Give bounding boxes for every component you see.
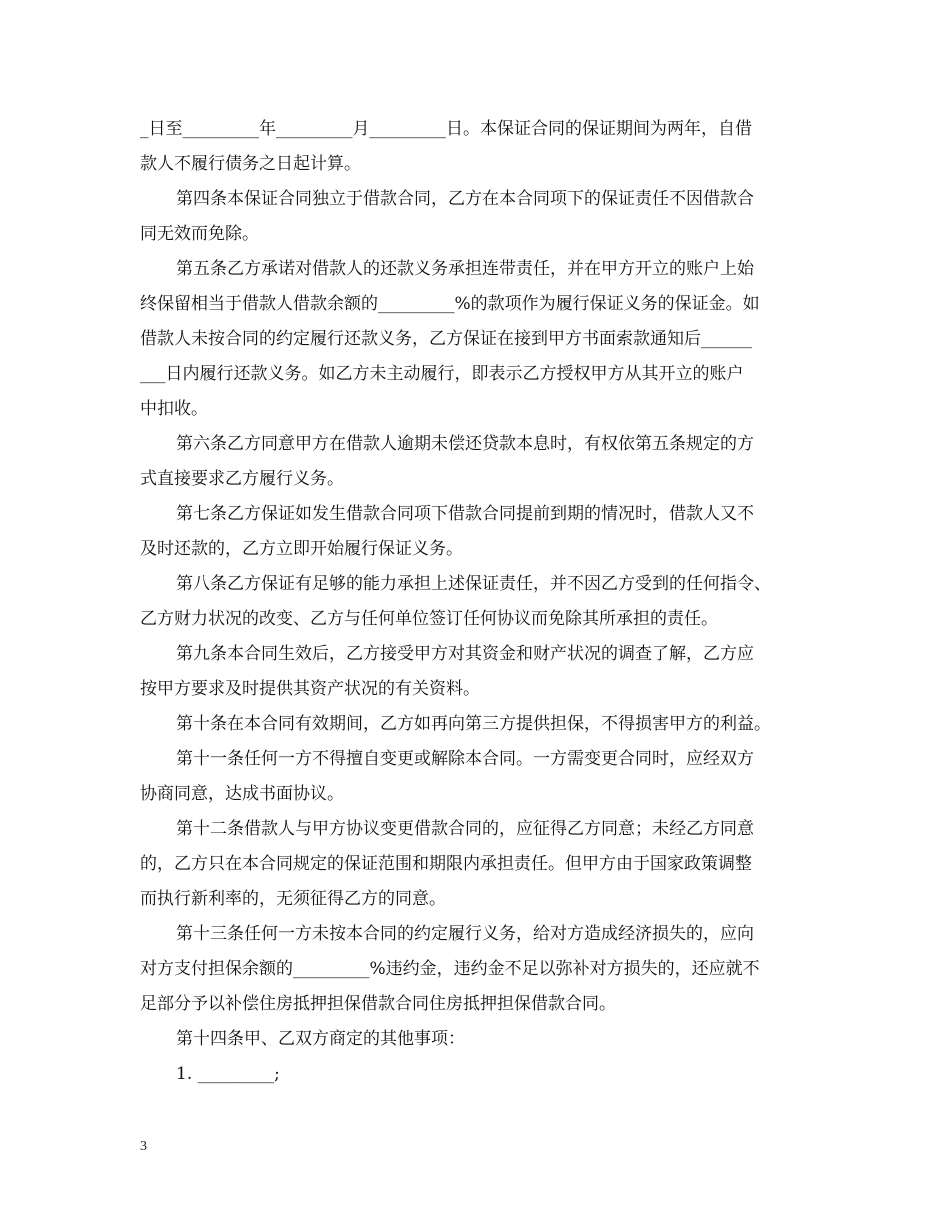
text-line: 第五条乙方承诺对借款人的还款义务承担连带责任，并在甲方开立的账户上始 [176,259,754,279]
text-line: 中扣收。 [140,399,208,419]
text-line: 而执行新利率的，无须征得乙方的同意。 [140,889,446,909]
text-line: 第九条本合同生效后，乙方接受甲方对其资金和财产状况的调查了解，乙方应 [176,644,754,664]
text-line: 第十一条任何一方不得擅自变更或解除本合同。一方需变更合同时，应经双方 [176,749,754,769]
text-line: 按甲方要求及时提供其资产状况的有关资料。 [140,679,480,699]
text-line: 第十条在本合同有效期间，乙方如再向第三方提供担保，不得损害甲方的利益。 [176,714,771,734]
text-line: 协商同意，达成书面协议。 [140,784,344,804]
text-line: 式直接要求乙方履行义务。 [140,469,344,489]
text-line: 第十四条甲、乙双方商定的其他事项： [176,1029,465,1049]
text-line: ___日内履行还款义务。如乙方未主动履行，即表示乙方授权甲方从其开立的账户 [140,364,744,384]
text-line: 终保留相当于借款人借款余额的_________%的款项作为履行保证义务的保证金。如 [140,294,760,314]
text-line: 1. _________; [176,1064,280,1084]
text-line: 的，乙方只在本合同规定的保证范围和期限内承担责任。但甲方由于国家政策调整 [140,854,752,874]
page-number: 3 [140,1139,147,1154]
text-line: 第十三条任何一方未按本合同的约定履行义务，给对方造成经济损失的，应向 [176,924,754,944]
text-line: 第四条本保证合同独立于借款合同，乙方在本合同项下的保证责任不因借款合 [176,189,754,209]
text-line: 乙方财力状况的改变、乙方与任何单位签订任何协议而免除其所承担的责任。 [140,609,718,629]
text-line: 第六条乙方同意甲方在借款人逾期未偿还贷款本息时，有权依第五条规定的方 [176,434,754,454]
text-line: 同无效而免除。 [140,224,259,244]
text-line: 借款人未按合同的约定履行还款义务，乙方保证在接到甲方书面索款通知后______ [140,329,752,349]
text-line: 款人不履行债务之日起计算。 [140,154,361,174]
text-line: 足部分予以补偿住房抵押担保借款合同住房抵押担保借款合同。 [140,994,616,1014]
text-line: _日至_________年_________月_________日。本保证合同的保证期间为两年，自借 [140,119,752,139]
text-line: 第七条乙方保证如发生借款合同项下借款合同提前到期的情况时，借款人又不 [176,504,754,524]
text-line: 第十二条借款人与甲方协议变更借款合同的，应征得乙方同意；未经乙方同意 [176,819,754,839]
text-line: 及时还款的，乙方立即开始履行保证义务。 [140,539,463,559]
text-line: 对方支付担保余额的_________%违约金，违约金不足以弥补对方损失的，还应就不 [140,959,760,979]
text-line: 第八条乙方保证有足够的能力承担上述保证责任，并不因乙方受到的任何指令、 [176,574,771,594]
